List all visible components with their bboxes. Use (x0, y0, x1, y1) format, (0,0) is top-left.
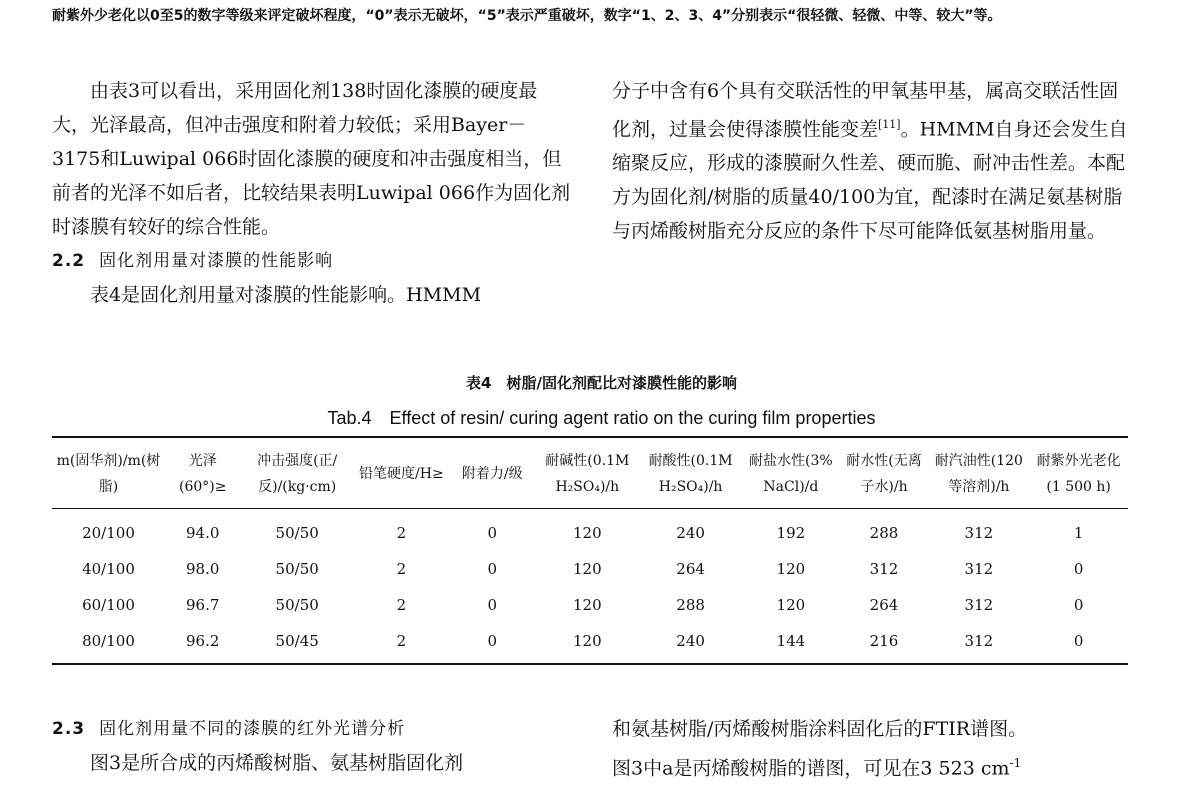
col-header-gasoline: 耐汽油性(120等溶剂)/h (928, 437, 1029, 509)
paragraph-ftir-line2 (612, 746, 1132, 785)
section-number: 2.3 (52, 719, 86, 739)
section-title: 固化剂用量对漆膜的性能影响 (99, 251, 334, 271)
table-caption-chinese: 表4 树脂/固化剂配比对漆膜性能的影响 (466, 374, 737, 392)
cell-uv-aging: 0 (1073, 596, 1084, 614)
col-header-ratio: m(固华剂)/m(树脂) (52, 437, 165, 509)
cell-uv-aging: 0 (1029, 623, 1128, 664)
left-column (52, 74, 572, 312)
cell-water: 312 (869, 560, 899, 578)
cell-water: 288 (869, 524, 899, 542)
cell-water: 216 (840, 623, 929, 664)
col-header-adhesion: 附着力/级 (449, 437, 536, 509)
cell-gasoline: 312 (964, 560, 994, 578)
cell-adhesion: 0 (487, 524, 498, 542)
section-number: 2.2 (52, 251, 86, 271)
col-header-water: 耐水性(无离子水)/h (840, 437, 929, 509)
cell-impact: 50/45 (240, 623, 353, 664)
table-row (52, 587, 1128, 623)
unit-superscript: -1 (1009, 756, 1022, 770)
cell-gloss: 96.2 (165, 623, 241, 664)
cell-alkali: 120 (536, 623, 639, 664)
section-title: 固化剂用量不同的漆膜的红外光谱分析 (99, 719, 406, 739)
table-footnote: 耐紫外少老化以0至5的数字等级来评定破坏程度，“0”表示无破坏，“5”表示严重破坏，数字“1、2、3、4”分别表示“很轻微、轻微、中等、较大”等。 (52, 8, 1002, 24)
paragraph-text: 图3中a是丙烯酸树脂的谱图，可见在3 523 cm (612, 757, 1010, 780)
cell-acid: 264 (676, 560, 705, 578)
table-row (52, 551, 1128, 587)
cell-adhesion: 0 (487, 560, 498, 578)
cell-gasoline: 312 (928, 623, 1029, 664)
paragraph-table3-discussion: 由表3可以看出，采用固化剂138时固化漆膜的硬度最大，光泽最高，但冲击强度和附着力较低；采用Bayer－3175和Luwipal 066时固化漆膜的硬度和冲击强度相当，但前者的光泽不如后者，比较结果表明Luwipal 066作为固化剂时漆膜有较好的综合性能。 (52, 80, 571, 238)
paragraph-ftir-intro: 图3是所合成的丙烯酸树脂、氨基树脂固化剂 (90, 752, 464, 774)
paragraph-text: 。HMMM自身还会发生自缩聚反应，形成的漆膜耐久性差、硬而脆、耐冲击性差。本配方为固化剂/树脂的质量40/100为宜，配漆时在满足氨基树脂与丙烯酸树脂充分反应的条件下尽可能降低氨基树脂用量。 (612, 118, 1128, 243)
cell-uv-aging: 0 (1073, 560, 1084, 578)
right-column (612, 74, 1132, 248)
cell-ratio: 20/100 (82, 524, 135, 542)
cell-gasoline: 312 (964, 596, 994, 614)
bottom-left-column (52, 712, 572, 780)
cell-gloss: 96.7 (186, 596, 220, 614)
paragraph-hmmm-discussion (612, 74, 1132, 248)
col-header-gloss: 光泽(60°)≥ (165, 437, 241, 509)
cell-impact: 50/50 (275, 560, 319, 578)
cell-adhesion: 0 (487, 596, 498, 614)
table-header-row (52, 437, 1128, 509)
col-header-impact: 冲击强度(正/反)/(kg·cm) (240, 437, 353, 509)
cell-impact: 50/50 (275, 524, 319, 542)
bottom-right-column (612, 712, 1132, 785)
cell-ratio: 60/100 (82, 596, 135, 614)
col-header-hardness: 铅笔硬度/H≥ (354, 437, 449, 509)
cell-alkali: 120 (572, 524, 602, 542)
cell-hardness: 2 (396, 596, 407, 614)
cell-uv-aging: 1 (1073, 524, 1084, 542)
cell-adhesion: 0 (449, 623, 536, 664)
table-caption-english: Tab.4 Effect of resin/ curing agent ratio on the curing film properties (327, 408, 876, 428)
cell-hardness: 2 (354, 623, 449, 664)
cell-alkali: 120 (572, 560, 602, 578)
cell-ratio: 40/100 (82, 560, 135, 578)
cell-acid: 240 (639, 623, 742, 664)
table-row (52, 509, 1128, 552)
citation-ref: [11] (878, 118, 901, 131)
section-heading-2-2 (52, 244, 572, 278)
paragraph-ftir-line1: 和氨基树脂/丙烯酸树脂涂料固化后的FTIR谱图。 (612, 718, 1028, 740)
cell-hardness: 2 (396, 560, 407, 578)
section-heading-2-3 (52, 712, 572, 746)
paragraph-text: 分子中含有6个具有交联活性的甲氧基甲基，属高交联活性固化剂，过量会使得漆膜性能变差 (612, 80, 1119, 141)
col-header-uv-aging: 耐紫外光老化(1 500 h) (1029, 437, 1128, 509)
col-header-alkali-resistance: 耐碱性(0.1M H₂SO₄)/h (536, 437, 639, 509)
cell-alkali: 120 (572, 596, 602, 614)
cell-salt-water: 120 (776, 596, 806, 614)
cell-gloss: 94.0 (186, 524, 220, 542)
cell-salt-water: 120 (776, 560, 806, 578)
cell-salt-water: 144 (742, 623, 839, 664)
data-table (52, 436, 1128, 665)
cell-hardness: 2 (396, 524, 407, 542)
col-header-acid-resistance: 耐酸性(0.1M H₂SO₄)/h (639, 437, 742, 509)
cell-gloss: 98.0 (186, 560, 220, 578)
cell-water: 264 (869, 596, 899, 614)
cell-gasoline: 312 (964, 524, 994, 542)
cell-acid: 288 (676, 596, 705, 614)
cell-salt-water: 192 (776, 524, 806, 542)
cell-ratio: 80/100 (52, 623, 165, 664)
cell-acid: 240 (676, 524, 705, 542)
cell-impact: 50/50 (275, 596, 319, 614)
table-row (52, 623, 1128, 664)
paragraph-table4-intro: 表4是固化剂用量对漆膜的性能影响。HMMM (90, 284, 482, 306)
col-header-salt-water: 耐盐水性(3% NaCl)/d (742, 437, 839, 509)
